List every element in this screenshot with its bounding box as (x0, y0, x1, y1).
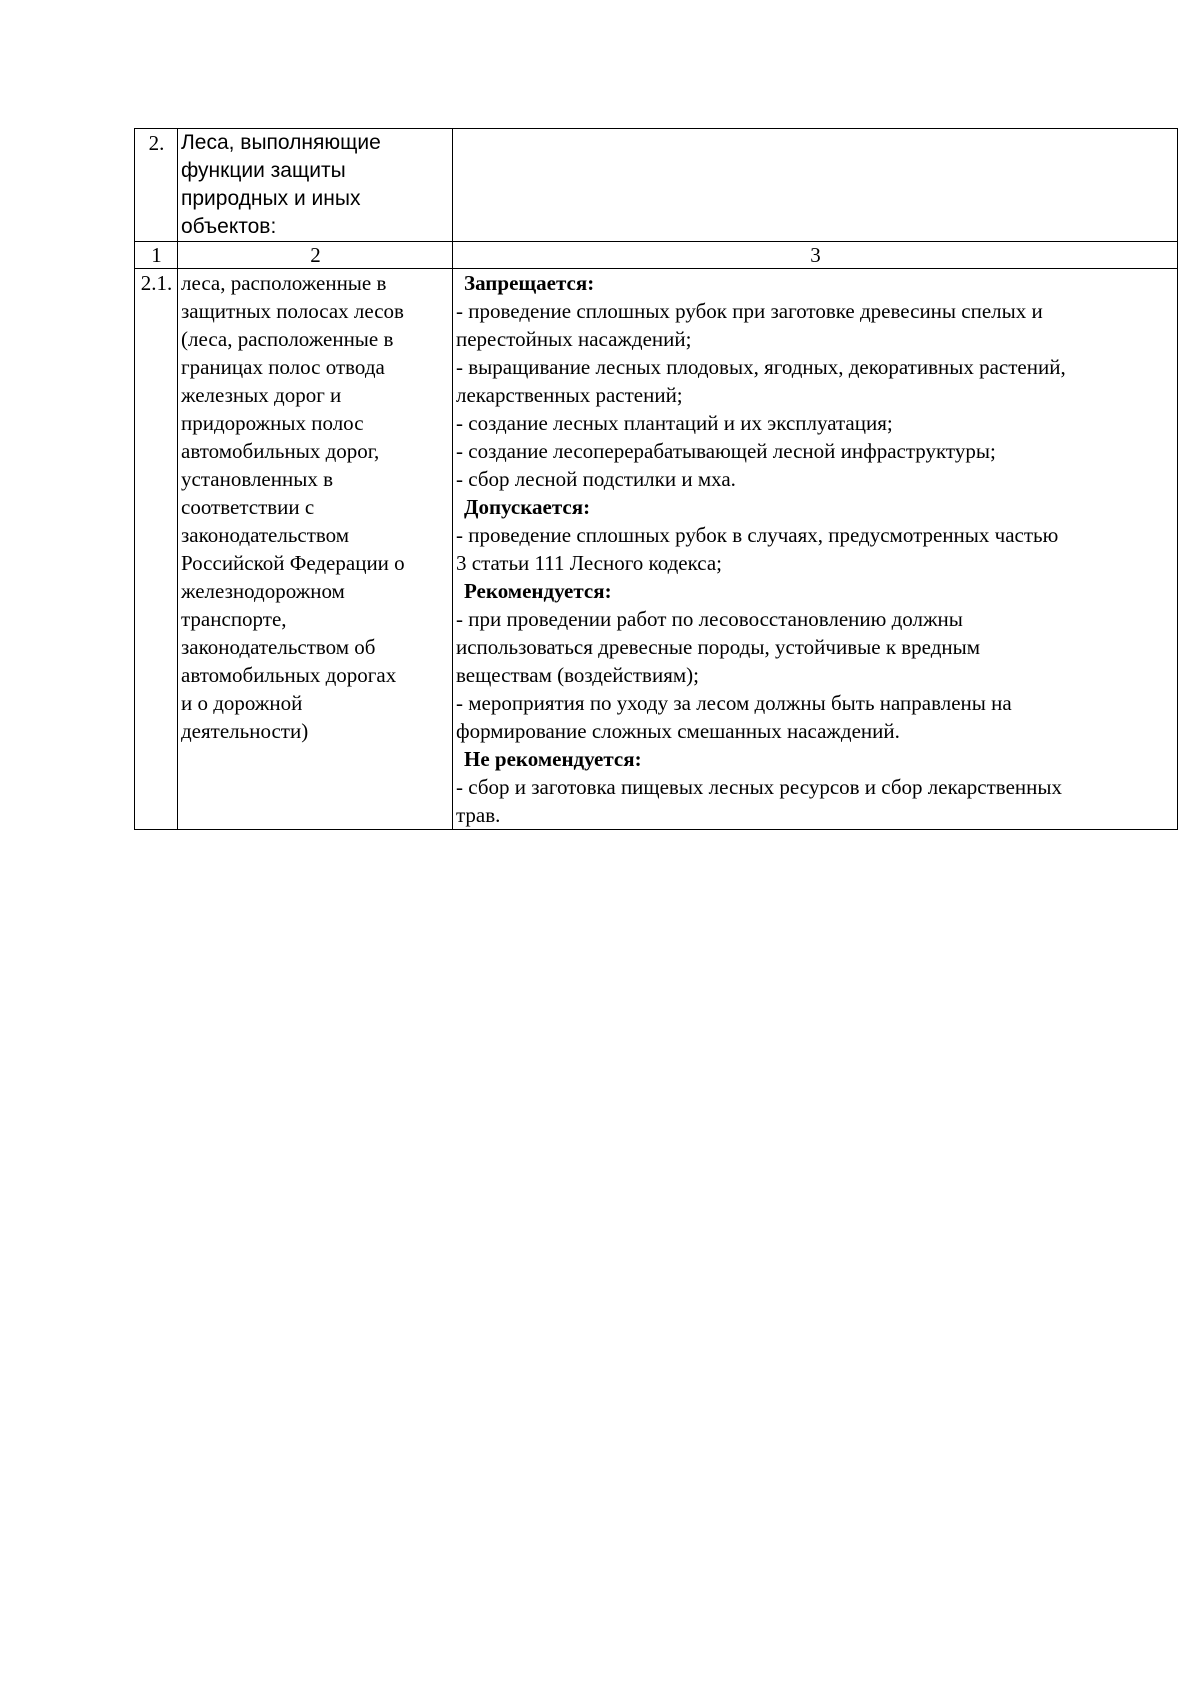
item-description-line: защитных полосах лесов (181, 299, 404, 323)
item-description-line: установленных в (181, 467, 334, 491)
section-title-line: объектов: (181, 215, 277, 238)
not-recommended-line: - сбор и заготовка пищевых лесных ресурсов и сбор лекарственных (456, 775, 1063, 799)
item-description-line: и о дорожной (181, 691, 303, 715)
item-description-line: железнодорожном (181, 579, 345, 603)
prohibited-line: - выращивание лесных плодовых, ягодных, декоративных растений, (456, 355, 1066, 379)
column-index: 3 (810, 243, 821, 267)
forest-regulations-table (134, 128, 1178, 830)
item-description-line: леса, расположенные в (181, 271, 387, 295)
item-number: 2.1. (140, 271, 173, 295)
prohibited-heading: Запрещается: (464, 271, 595, 295)
recommended-line: формирование сложных смешанных насаждений. (456, 719, 900, 743)
item-description-line: автомобильных дорогах (181, 663, 397, 687)
section-number: 2. (148, 131, 165, 155)
item-description-line: деятельности) (181, 719, 309, 743)
not-recommended-heading: Не рекомендуется: (464, 747, 642, 771)
section-title-line: Леса, выполняющие (181, 131, 381, 154)
item-description-line: границах полос отвода (181, 355, 385, 379)
item-number-cell (135, 269, 178, 830)
prohibited-line: - проведение сплошных рубок при заготовке древесины спелых и (456, 299, 1043, 323)
item-description-line: железных дорог и (181, 383, 342, 407)
column-index: 1 (151, 243, 162, 267)
section-title-line: функции защиты (181, 159, 346, 182)
not-recommended-line: трав. (456, 803, 501, 827)
column-index-cell (135, 242, 178, 269)
section-number-cell (135, 129, 178, 242)
section-title-line: природных и иных (181, 187, 361, 210)
prohibited-line: лекарственных растений; (456, 383, 683, 407)
recommended-line: - мероприятия по уходу за лесом должны быть направлены на (456, 691, 1012, 715)
column-index-row (135, 242, 1178, 269)
prohibited-line: - создание лесоперерабатывающей лесной инфраструктуры; (456, 439, 996, 463)
item-row (135, 269, 1178, 830)
item-description-line: законодательством (181, 523, 350, 547)
column-index-cell (453, 242, 1178, 269)
section-title-cell (178, 129, 453, 242)
recommended-heading: Рекомендуется: (464, 579, 612, 603)
allowed-heading: Допускается: (464, 495, 591, 519)
item-description-line: (леса, расположенные в (181, 327, 394, 351)
recommended-line: использоваться древесные породы, устойчивые к вредным (456, 635, 981, 659)
item-description-cell (178, 269, 453, 830)
prohibited-line: перестойных насаждений; (456, 327, 692, 351)
recommended-line: веществам (воздействиям); (456, 663, 699, 687)
allowed-line: - проведение сплошных рубок в случаях, предусмотренных частью (456, 523, 1059, 547)
item-description-line: транспорте, (181, 607, 287, 631)
item-description-line: придорожных полос (181, 411, 364, 435)
prohibited-line: - сбор лесной подстилки и мха. (456, 467, 736, 491)
item-description-line: соответствии с (181, 495, 315, 519)
item-description-line: Российской Федерации о (181, 551, 405, 575)
prohibited-line: - создание лесных плантаций и их эксплуатация; (456, 411, 893, 435)
recommended-line: - при проведении работ по лесовосстановлению должны (456, 607, 963, 631)
item-rules-cell (453, 269, 1178, 830)
column-index: 2 (310, 243, 321, 267)
allowed-line: 3 статьи 111 Лесного кодекса; (456, 551, 723, 575)
item-description-line: автомобильных дорог, (181, 439, 380, 463)
column-index-cell (178, 242, 453, 269)
section-row (135, 129, 1178, 242)
item-description-line: законодательством об (181, 635, 376, 659)
section-content-cell (453, 129, 1178, 242)
